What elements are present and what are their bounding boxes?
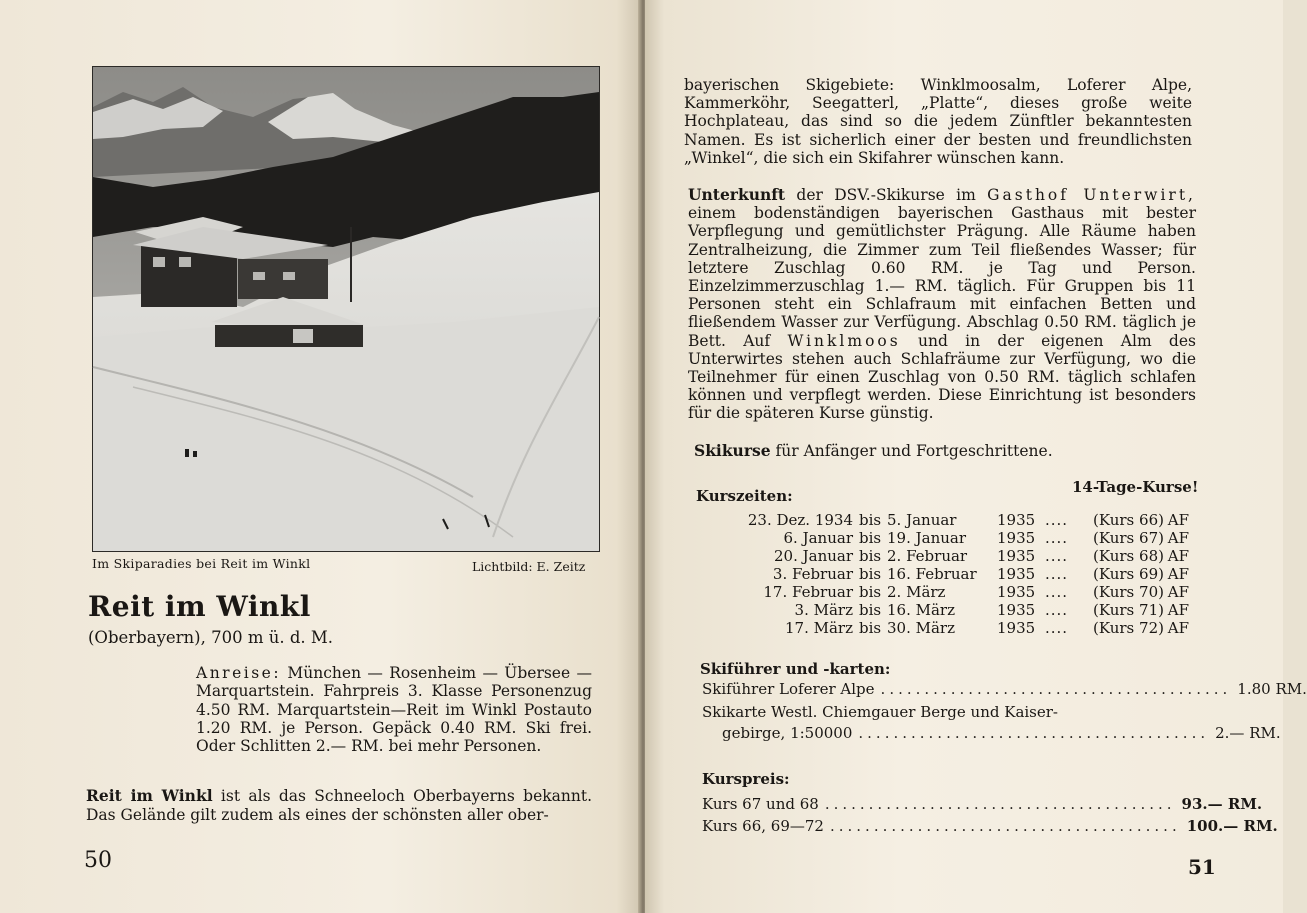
schedule-year: 1935 [997, 619, 1036, 637]
schedule-from: 17. Februar [763, 583, 853, 601]
unterkunft-winklmoos: Winklmoos [787, 331, 901, 350]
schedule-to: 16. März [887, 601, 955, 619]
schedule-year: 1935 [997, 547, 1036, 565]
schedule-dots: .... [1045, 547, 1069, 565]
schedule-kurs: (Kurs 72) [1093, 619, 1164, 637]
left-page [0, 0, 642, 913]
schedule-kurs: (Kurs 67) [1093, 529, 1164, 547]
table-row [740, 547, 1189, 565]
schedule-kurs: (Kurs 70) [1093, 583, 1164, 601]
travel-label: Anreise: [196, 664, 282, 682]
fuehrer-row-2a [702, 703, 1122, 721]
schedule-year: 1935 [997, 529, 1036, 547]
schedule-code: AF [1167, 619, 1189, 637]
schedule-to: 30. März [887, 619, 955, 637]
unterkunft-text-a: der DSV.-Skikurse im [796, 186, 976, 204]
kurspreis-item-1: Kurs 67 und 68 [702, 795, 819, 813]
schedule-dots: .... [1045, 529, 1069, 547]
schedule-year: 1935 [997, 511, 1036, 529]
schedule-bis: bis [859, 547, 882, 565]
schedule-code: AF [1167, 547, 1189, 565]
schedule-year: 1935 [997, 583, 1036, 601]
schedule-from: 17. März [785, 619, 853, 637]
travel-text: München — Rosenheim — Übersee — Marquartstein. Fahrpreis 3. Klasse Personenzug 4.50 RM. Marquartstein—Reit im Winkl Postauto 1.20 RM. je Person. Gepäck 0.40 RM. Ski frei. Oder Schlitten 2.— RM. bei mehr Personen. [196, 664, 592, 756]
schedule-bis: bis [859, 565, 882, 583]
schedule-code: AF [1167, 601, 1189, 619]
schedule-dots: .... [1045, 565, 1069, 583]
schedule-code: AF [1167, 565, 1189, 583]
page-number-left: 50 [84, 848, 112, 873]
kurspreis-price-2: 100.— RM. [1186, 817, 1278, 835]
schedule-from: 3. März [794, 601, 853, 619]
travel-paragraph [196, 664, 592, 755]
fuehrer-row-1 [702, 680, 1307, 698]
continuation-paragraph: bayerischen Skigebiete: Winklmoosalm, Loferer Alpe, Kammerköhr, Seegatterl, „Platte“, dieses große weite Hochplateau, das sind so die jedem Zünftler bekanntesten Namen. Es ist sicherlich einer der besten und freundlichsten „Winkel“, die sich ein Skifahrer wünschen kann. [684, 76, 1192, 167]
schedule-kurs: (Kurs 69) [1093, 565, 1164, 583]
unterkunft-text-b: einem bodenständigen bayerischen Gasthaus mit bester Verpflegung und gemütlichster Prägung. Alle Räume haben Zentralheizung, die Zimmer zum Teil fließendes Wasser; für letztere Zuschlag 0.60 RM. je Tag und Person. Einzelzimmerzuschlag 1.— RM. täglich. Für Gruppen bis 11 Personen steht ein Schlafraum mit einfachen Betten und fließendem Wasser zur Verfügung. Abschlag 0.50 RM. täglich je Bett. Auf [688, 204, 1196, 350]
page-number-right: 51 [1188, 855, 1216, 879]
schedule-from: 3. Februar [772, 565, 853, 583]
photo-graphic [93, 67, 599, 551]
kurspreis-row-1 [702, 795, 1263, 813]
intro-text: ist als das Schneeloch Oberbayerns bekannt. Das Gelände gilt zudem als eines der schönsten aller ober- [86, 787, 593, 824]
table-row [740, 529, 1189, 547]
schedule-from: 6. Januar [783, 529, 853, 547]
schedule-kurs: (Kurs 71) [1093, 601, 1164, 619]
schedule-kurs: (Kurs 66) [1093, 511, 1164, 529]
unterkunft-place: Gasthof Unterwirt, [987, 186, 1196, 204]
dot-leader: ........................................ [858, 724, 1210, 742]
schedule-to: 2. März [887, 583, 946, 601]
intro-paragraph [86, 786, 592, 825]
schedule-to: 2. Februar [887, 547, 968, 565]
intro-bold: Reit im Winkl [86, 786, 213, 805]
schedule-to: 16. Februar [887, 565, 977, 583]
schedule-to: 5. Januar [887, 511, 957, 529]
fuehrer-row-2b [722, 724, 1281, 742]
winter-landscape-photo [92, 66, 600, 552]
table-row [740, 601, 1189, 619]
photo-caption: Im Skiparadies bei Reit im Winkl [92, 556, 311, 571]
table-row [740, 565, 1189, 583]
schedule-dots: .... [1045, 601, 1069, 619]
kurspreis-row-2 [702, 817, 1278, 835]
kurspreis-item-2: Kurs 66, 69—72 [702, 817, 824, 835]
unterkunft-label: Unterkunft [688, 185, 786, 204]
schedule-to: 19. Januar [887, 529, 967, 547]
kurspreis-price-1: 93.— RM. [1181, 795, 1263, 813]
dot-leader: ........................................ [880, 680, 1232, 698]
schedule-table [740, 511, 1189, 637]
table-row [740, 583, 1189, 601]
fuehrer-title: Skiführer und -karten: [700, 660, 891, 678]
schedule-bis: bis [859, 583, 882, 601]
fuehrer-price-2: 2.— RM. [1215, 724, 1281, 742]
schedule-code: AF [1167, 529, 1189, 547]
schedule-dots: .... [1045, 583, 1069, 601]
skikurse-label: Skikurse [694, 441, 771, 460]
unterkunft-text-c: und in der eigenen Alm des Unterwirtes stehen auch Schlafräume zur Verfügung, wo die Teilnehmer für einen Zuschlag von 0.50 RM. täglich schlafen können und verpflegt werden. Diese Einrichtung ist besonders für die späteren Kurse günstig. [688, 331, 1196, 423]
table-row [740, 511, 1189, 529]
schedule-bis: bis [859, 601, 882, 619]
dot-leader: ........................................ [829, 817, 1181, 835]
skikurse-text: für Anfänger und Fortgeschrittene. [775, 442, 1053, 460]
table-row [740, 619, 1189, 637]
dot-leader: ........................................ [824, 795, 1176, 813]
schedule-dots: .... [1045, 619, 1069, 637]
fuehrer-price-1: 1.80 RM. [1237, 680, 1307, 698]
schedule-year: 1935 [997, 565, 1036, 583]
schedule-from: 20. Januar [773, 547, 853, 565]
fuehrer-item-2-line1: Skikarte Westl. Chiemgauer Berge und Kaiser- [702, 703, 1058, 721]
schedule-code: AF [1167, 511, 1189, 529]
schedule-bis: bis [859, 619, 882, 637]
page-title: Reit im Winkl [88, 590, 311, 623]
kurspreis-title: Kurspreis: [702, 770, 790, 788]
kurszeiten-label: Kurszeiten: [696, 487, 793, 505]
skikurse-line [694, 442, 1053, 460]
photo-credit: Lichtbild: E. Zeitz [472, 559, 586, 574]
schedule-from: 23. Dez. 1934 [747, 511, 853, 529]
schedule-bis: bis [859, 511, 882, 529]
tagekurse-label: 14-Tage-Kurse! [1072, 478, 1199, 496]
fuehrer-item-1: Skiführer Loferer Alpe [702, 680, 875, 698]
town-subtitle: (Oberbayern), 700 m ü. d. M. [88, 628, 334, 647]
schedule-year: 1935 [997, 601, 1036, 619]
schedule-code: AF [1167, 583, 1189, 601]
unterkunft-paragraph [688, 186, 1196, 423]
schedule-bis: bis [859, 529, 882, 547]
schedule-dots: .... [1045, 511, 1069, 529]
fuehrer-item-2-line2: gebirge, 1:50000 [722, 724, 853, 742]
schedule-kurs: (Kurs 68) [1093, 547, 1164, 565]
